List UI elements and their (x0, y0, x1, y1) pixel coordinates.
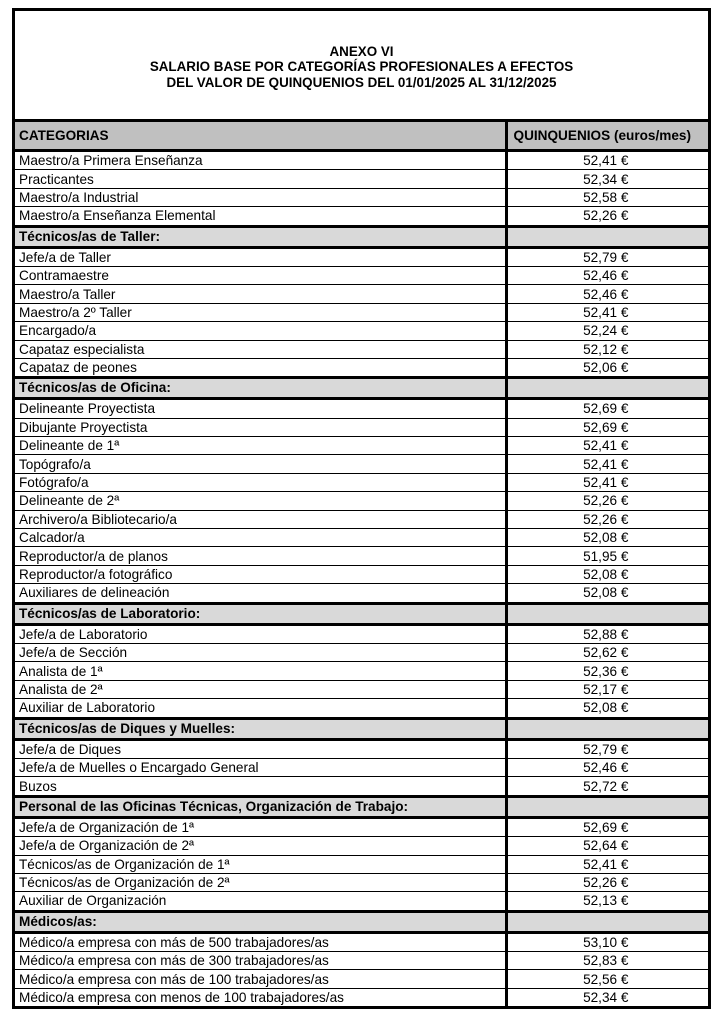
table-row (15, 188, 708, 206)
annex-subtitle-line-1: SALARIO BASE POR CATEGORÍAS PROFESIONALES A EFECTOS (149, 59, 574, 75)
category-cell: Técnicos/as de Organización de 2ª (15, 873, 506, 891)
table-row (15, 837, 708, 855)
table-body (15, 151, 708, 1007)
category-cell: Maestro/a 2º Taller (15, 303, 506, 321)
category-cell: Encargado/a (15, 322, 506, 340)
section-title: Personal de las Oficinas Técnicas, Organización de Trabajo: (15, 796, 506, 817)
table-row (15, 739, 708, 758)
section-header-row (15, 603, 708, 624)
category-cell: Reproductor/a fotográfico (15, 565, 506, 583)
quinquenio-value-cell: 52,46 € (506, 758, 708, 776)
category-cell: Delineante Proyectista (15, 399, 506, 418)
section-header-row (15, 911, 708, 932)
category-cell: Fotógrafo/a (15, 473, 506, 491)
annex-document (12, 8, 711, 1009)
section-empty-cell (506, 378, 708, 399)
table-row (15, 399, 708, 418)
category-cell: Buzos (15, 777, 506, 796)
category-cell: Reproductor/a de planos (15, 547, 506, 565)
quinquenio-value-cell: 52,41 € (506, 473, 708, 491)
category-cell: Analista de 1ª (15, 662, 506, 680)
category-cell: Jefe/a de Sección (15, 643, 506, 661)
table-row (15, 855, 708, 873)
quinquenio-value-cell: 52,83 € (506, 952, 708, 970)
section-title: Técnicos/as de Taller: (15, 226, 506, 247)
section-title: Médicos/as: (15, 911, 506, 932)
quinquenio-value-cell: 52,41 € (506, 303, 708, 321)
table-row (15, 492, 708, 510)
quinquenio-value-cell: 52,69 € (506, 418, 708, 436)
quinquenio-value-cell: 52,08 € (506, 699, 708, 718)
section-title: Técnicos/as de Oficina: (15, 378, 506, 399)
quinquenio-value-cell: 52,26 € (506, 207, 708, 226)
quinquenio-value-cell: 52,69 € (506, 399, 708, 418)
table-row (15, 873, 708, 891)
section-empty-cell (506, 911, 708, 932)
table-row (15, 932, 708, 951)
table-row (15, 777, 708, 796)
category-cell: Auxiliar de Laboratorio (15, 699, 506, 718)
table-row (15, 266, 708, 284)
quinquenio-value-cell: 52,34 € (506, 988, 708, 1006)
column-header-quinquenios: QUINQUENIOS (euros/mes) (506, 122, 708, 151)
category-cell: Delineante de 2ª (15, 492, 506, 510)
category-cell: Maestro/a Industrial (15, 188, 506, 206)
table-row (15, 529, 708, 547)
category-cell: Jefe/a de Laboratorio (15, 624, 506, 643)
table-row (15, 322, 708, 340)
category-cell: Jefe/a de Muelles o Encargado General (15, 758, 506, 776)
quinquenio-value-cell: 52,08 € (506, 584, 708, 603)
quinquenio-value-cell: 52,56 € (506, 970, 708, 988)
category-cell: Analista de 2ª (15, 680, 506, 698)
section-header-row (15, 226, 708, 247)
table-row (15, 970, 708, 988)
category-cell: Técnicos/as de Organización de 1ª (15, 855, 506, 873)
category-cell: Auxiliares de delineación (15, 584, 506, 603)
quinquenio-value-cell: 52,46 € (506, 285, 708, 303)
category-cell: Practicantes (15, 170, 506, 188)
section-header-row (15, 378, 708, 399)
quinquenio-value-cell: 52,58 € (506, 188, 708, 206)
table-row (15, 358, 708, 377)
category-cell: Capataz especialista (15, 340, 506, 358)
table-row (15, 680, 708, 698)
quinquenio-value-cell: 52,64 € (506, 837, 708, 855)
table-row (15, 817, 708, 836)
category-cell: Auxiliar de Organización (15, 892, 506, 911)
section-title: Técnicos/as de Laboratorio: (15, 603, 506, 624)
quinquenio-value-cell: 52,08 € (506, 529, 708, 547)
quinquenio-value-cell: 52,72 € (506, 777, 708, 796)
quinquenio-value-cell: 52,41 € (506, 151, 708, 170)
category-cell: Jefe/a de Organización de 2ª (15, 837, 506, 855)
quinquenio-value-cell: 52,06 € (506, 358, 708, 377)
table-row (15, 285, 708, 303)
quinquenio-value-cell: 52,26 € (506, 510, 708, 528)
column-header-categorias: CATEGORIAS (15, 122, 506, 151)
table-header-row (15, 122, 708, 151)
table-row (15, 565, 708, 583)
table-row (15, 758, 708, 776)
table-row (15, 473, 708, 491)
annex-title: ANEXO VI (329, 43, 394, 59)
quinquenio-value-cell: 52,24 € (506, 322, 708, 340)
title-block (15, 11, 708, 122)
table-row (15, 892, 708, 911)
category-cell: Jefe/a de Diques (15, 739, 506, 758)
quinquenio-value-cell: 52,88 € (506, 624, 708, 643)
section-title: Técnicos/as de Diques y Muelles: (15, 718, 506, 739)
category-cell: Delineante de 1ª (15, 437, 506, 455)
table-row (15, 437, 708, 455)
quinquenio-value-cell: 52,08 € (506, 565, 708, 583)
quinquenio-value-cell: 52,79 € (506, 739, 708, 758)
quinquenio-value-cell: 52,79 € (506, 247, 708, 266)
table-row (15, 952, 708, 970)
quinquenio-value-cell: 52,41 € (506, 855, 708, 873)
category-cell: Contramaestre (15, 266, 506, 284)
table-row (15, 303, 708, 321)
quinquenio-value-cell: 52,34 € (506, 170, 708, 188)
category-cell: Médico/a empresa con más de 100 trabajadores/as (15, 970, 506, 988)
category-cell: Maestro/a Enseñanza Elemental (15, 207, 506, 226)
quinquenio-value-cell: 52,26 € (506, 492, 708, 510)
category-cell: Topógrafo/a (15, 455, 506, 473)
category-cell: Médico/a empresa con menos de 100 trabajadores/as (19, 990, 344, 1006)
table-row (15, 584, 708, 603)
quinquenio-value-cell: 52,12 € (506, 340, 708, 358)
table-row (15, 662, 708, 680)
table-row (15, 455, 708, 473)
section-empty-cell (506, 718, 708, 739)
annex-subtitle-line-2: DEL VALOR DE QUINQUENIOS DEL 01/01/2025 AL 31/12/2025 (166, 74, 557, 90)
category-cell: Médico/a empresa con más de 300 trabajadores/as (15, 952, 506, 970)
table-row (15, 151, 708, 170)
table-row (15, 510, 708, 528)
table-row (15, 418, 708, 436)
table-row (15, 547, 708, 565)
quinquenio-value-cell: 52,41 € (506, 455, 708, 473)
section-header-row (15, 796, 708, 817)
category-cell: Maestro/a Taller (15, 285, 506, 303)
quinquenio-value-cell: 52,26 € (506, 873, 708, 891)
table-row (15, 170, 708, 188)
table-row (15, 643, 708, 661)
category-cell: Jefe/a de Taller (15, 247, 506, 266)
category-cell: Capataz de peones (15, 358, 506, 377)
category-cell: Maestro/a Primera Enseñanza (15, 151, 506, 170)
quinquenio-value-cell: 51,95 € (506, 547, 708, 565)
category-cell: Calcador/a (15, 529, 506, 547)
category-cell: Jefe/a de Organización de 1ª (15, 817, 506, 836)
quinquenio-value-cell: 52,62 € (506, 643, 708, 661)
quinquenio-value-cell: 52,17 € (506, 680, 708, 698)
quinquenio-value-cell: 53,10 € (506, 932, 708, 951)
section-empty-cell (506, 226, 708, 247)
section-header-row (15, 718, 708, 739)
category-cell: Médico/a empresa con más de 500 trabajadores/as (15, 932, 506, 951)
table-row (15, 340, 708, 358)
category-cell: Archivero/a Bibliotecario/a (15, 510, 506, 528)
quinquenio-value-cell: 52,41 € (506, 437, 708, 455)
quinquenio-value-cell: 52,69 € (506, 817, 708, 836)
quinquenio-value-cell: 52,36 € (506, 662, 708, 680)
table-row (15, 247, 708, 266)
quinquenio-value-cell: 52,13 € (506, 892, 708, 911)
section-empty-cell (506, 796, 708, 817)
table-row (15, 207, 708, 226)
table-row (15, 699, 708, 718)
quinquenio-value-cell: 52,46 € (506, 266, 708, 284)
salary-table (15, 122, 708, 1006)
table-row (15, 988, 708, 1006)
category-cell: Dibujante Proyectista (15, 418, 506, 436)
section-empty-cell (506, 603, 708, 624)
table-row (15, 624, 708, 643)
